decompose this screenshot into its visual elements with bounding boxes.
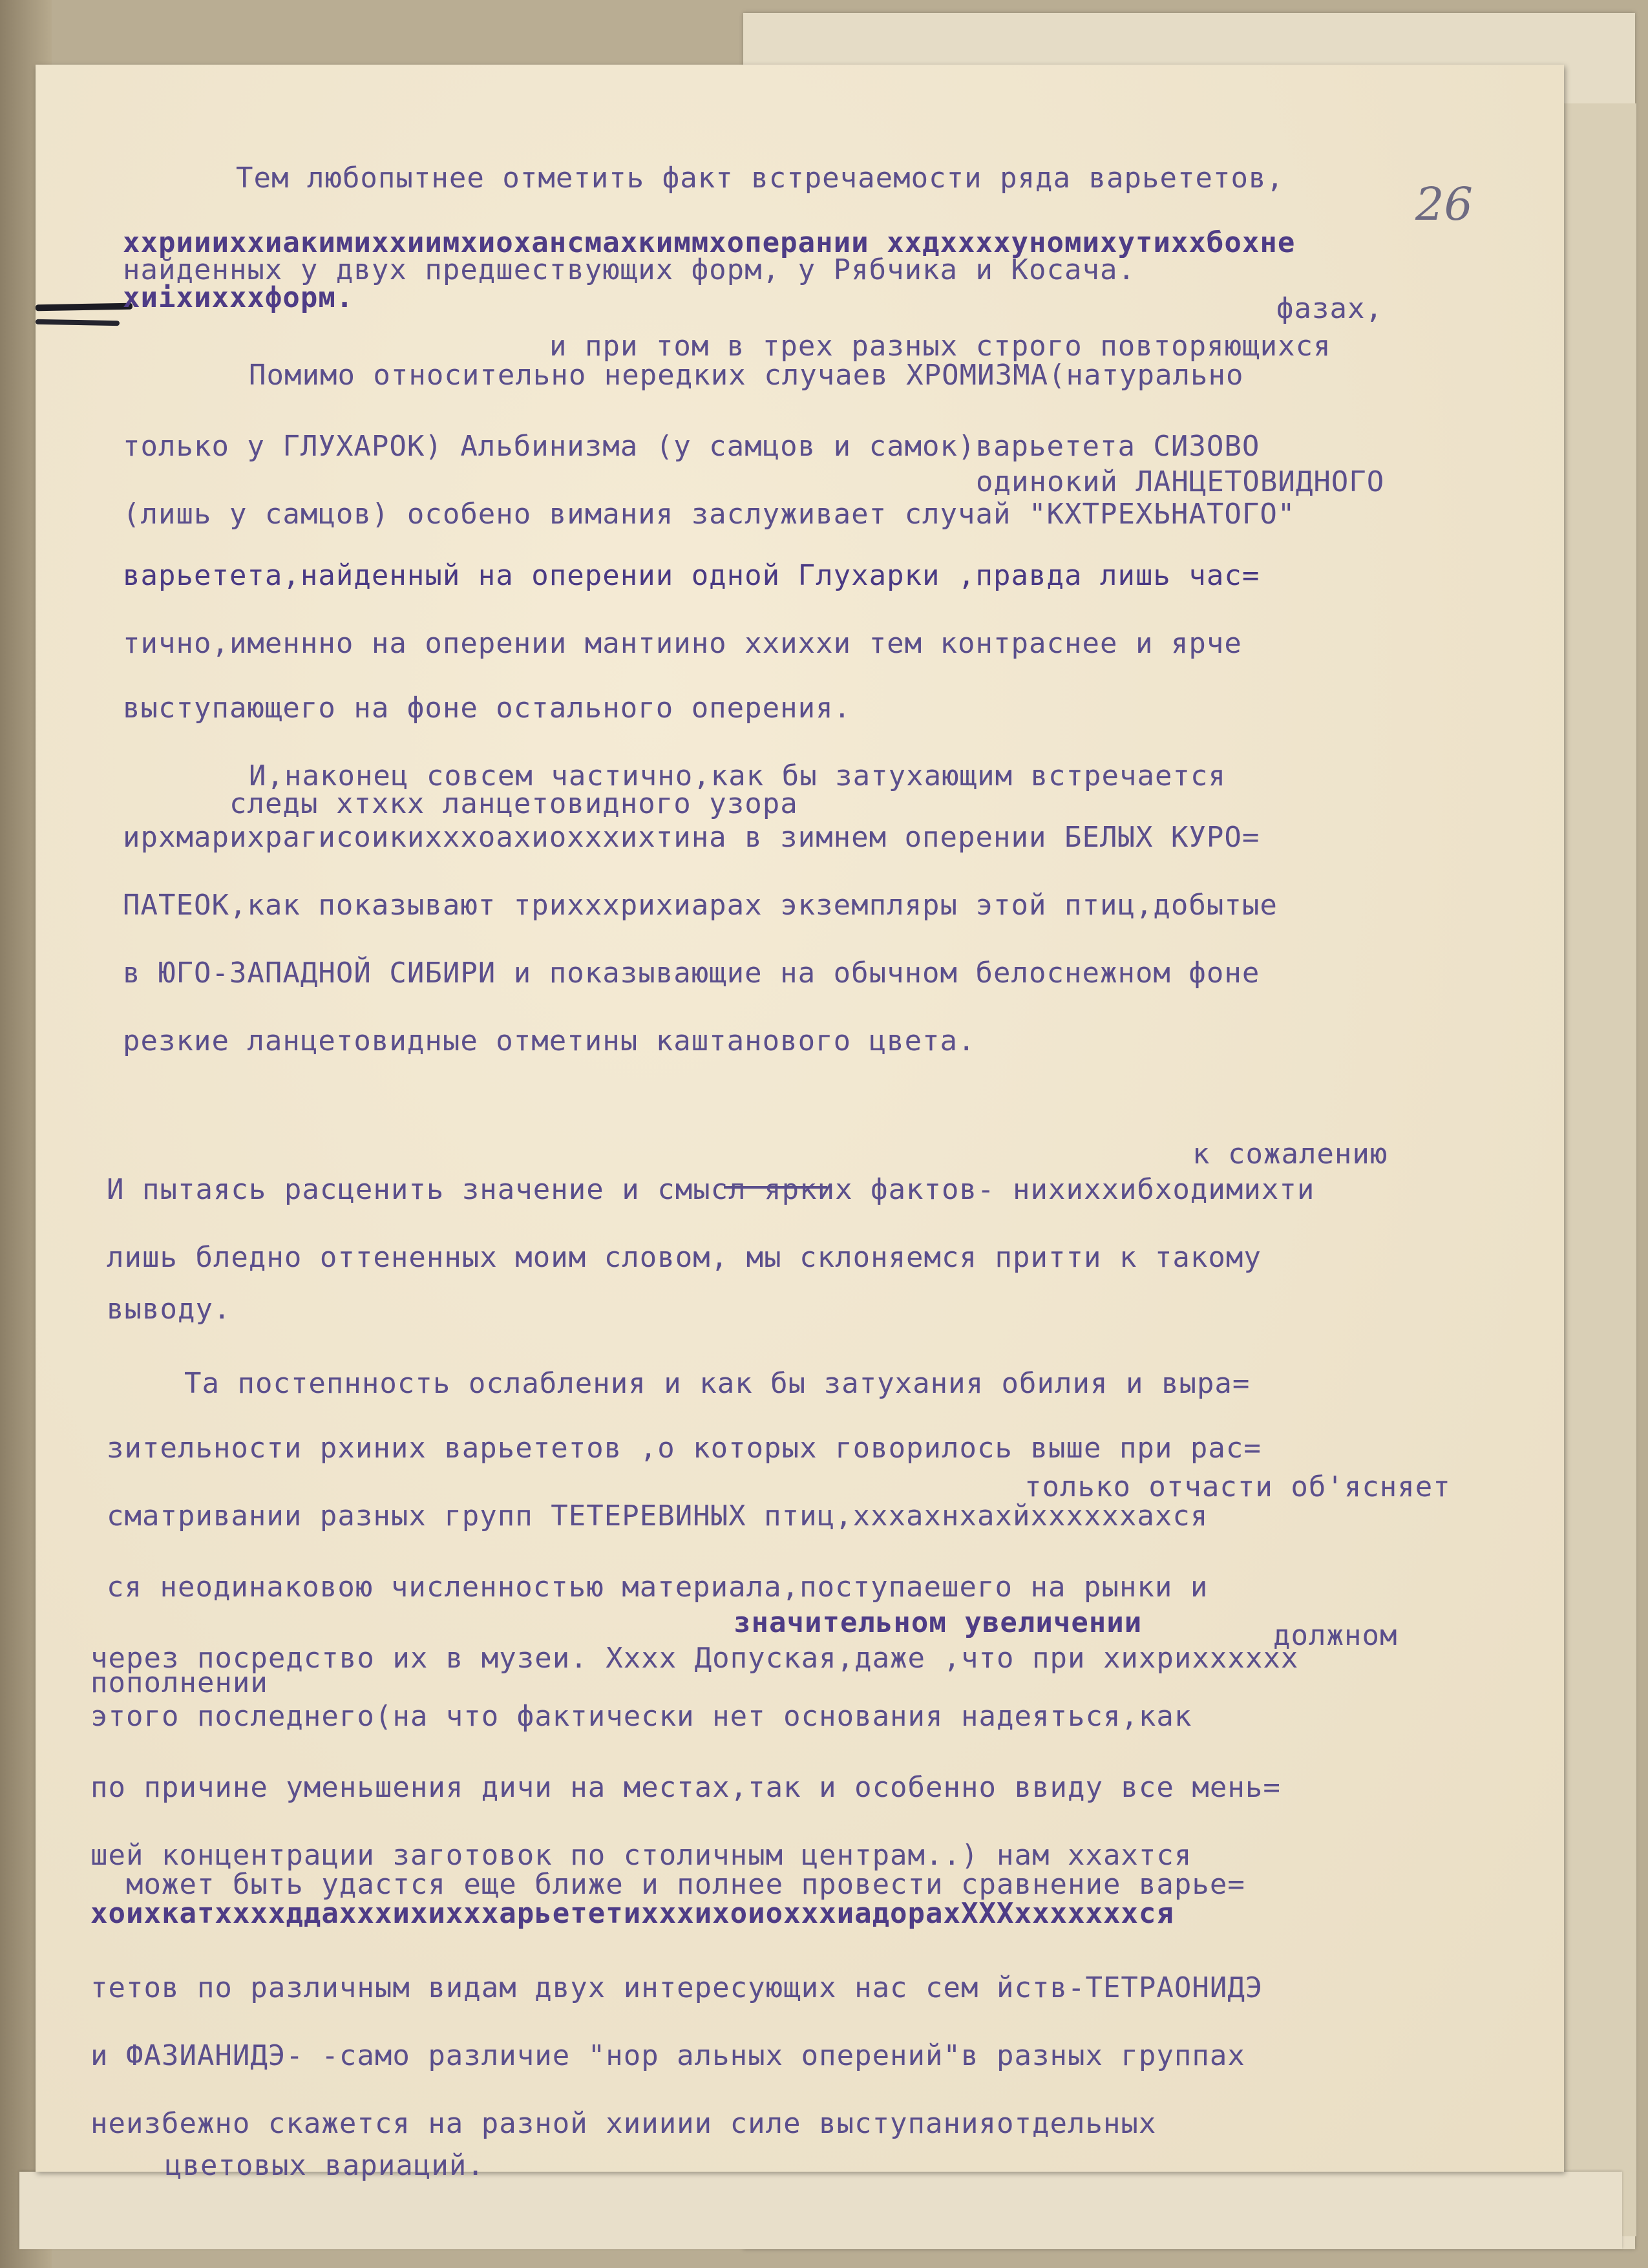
insertion-text: фазах, [1276, 292, 1383, 325]
text-line: И,наконец совсем частично,как бы затухающим встречается [249, 759, 1226, 792]
text-line: тетов по различным видам двух интересующих нас сем йств-ТЕТРАОНИДЭ [90, 1971, 1263, 2004]
struck-line: хxpиииxxиакимиxxиимxиохансмахкиммxоперании xxдxxxxуномихутиххбохне [123, 226, 1296, 259]
text-line: И пытаясь расценить значение и смысл ярких фактов- нихиххибходимихти [107, 1173, 1315, 1206]
text-line: варьетета,найденный на оперении одной Глухарки ,правда лишь час= [123, 559, 1260, 592]
text-line: по причине уменьшения дичи на местах,так и особенно ввиду все мень= [90, 1771, 1281, 1804]
text-line: этого последнего(на что фактически нет основания надеяться,как [90, 1700, 1192, 1733]
binding-thread [36, 303, 132, 312]
text-line: тично,именнно на оперении мантиино ххиххи тем контраснее и ярче [123, 627, 1242, 660]
insertion-text: и при том в трех разных строго повторяющихся [549, 330, 1331, 363]
text-line: через посредство их в музеи. Хххх Допуская,даже ,что при хихрихххххх [90, 1642, 1299, 1675]
struck-line: xиixиххxформ. [123, 281, 354, 314]
insertion-text: только отчасти об'ясняет [1024, 1470, 1451, 1503]
text-line: шей концентрации заготовок по столичным центрам..) нам ххахтся [90, 1839, 1192, 1872]
insertion-text: пополнении [90, 1666, 268, 1699]
text-line: (лишь у самцов) особено вимания заслуживает случай "КХТРЕХЬНАТОГО" [123, 498, 1296, 531]
text-line: Помимо относительно нередких случаев ХРОМИЗМА(натурально [249, 359, 1244, 392]
text-line: цветовых вариаций. [165, 2149, 485, 2182]
text-line: выступающего на фоне остального оперения. [123, 692, 852, 725]
binding-thread-2 [36, 319, 120, 326]
text-line: резкие ланцетовидные отметины каштанового цвета. [123, 1024, 976, 1057]
insertion-text: значительном увеличении [734, 1606, 1143, 1639]
text-line: Тем любопытнее отметить факт встречаемости ряда варьететов, [236, 162, 1284, 195]
text-line: в ЮГО-ЗАПАДНОЙ СИБИРИ и показывающие на обычном белоснежном фоне [123, 957, 1260, 990]
text-line: ирхмарихрагисоикихххоахиохххихтина в зимнем оперении БЕЛЫХ КУРО= [123, 821, 1260, 854]
typewritten-page [36, 65, 1564, 2182]
insertion-text: может быть удастся еще ближе и полнее провести сравнение варье= [126, 1868, 1245, 1901]
insertion-text: должном [1273, 1619, 1398, 1652]
text-line: сматривании разных групп ТЕТЕРЕВИНЫХ птиц,хххахнхахйххххххахся [107, 1500, 1209, 1532]
insertion-text: одинокий ЛАНЦЕТОВИДНОГО [976, 465, 1385, 498]
page-number: 26 [1415, 178, 1474, 231]
insertion-text: следы хтхкх ланцетовидного узора [229, 787, 798, 820]
text-line: и ФАЗИАНИДЭ- -само различие "нор альных оперений"в разных группах [90, 2039, 1245, 2072]
text-line: найденных у двух предшествующих форм, у Рябчика и Косача. [123, 253, 1136, 286]
struck-line: хоихкатххххддахххихихххарьететихххихоиохххиадорахХХХхххххххся [90, 1897, 1174, 1930]
text-line: лишь бледно оттененных моим словом, мы склоняемся притти к такому [107, 1241, 1262, 1274]
text-line: Та постепнность ослабления и как бы затухания обилия и выра= [184, 1367, 1251, 1400]
text-line: ся неодинаковою численностью материала,поступаешего на рынки и [107, 1571, 1209, 1604]
text-line: выводу. [107, 1293, 231, 1326]
insertion-text: к сожалению [1192, 1138, 1388, 1171]
text-line: зительности рхиних варьететов ,о которых говорилось выше при рас= [107, 1432, 1262, 1465]
text-line: неизбежно скажется на разной хиииии силе выступанияотдельных [90, 2107, 1157, 2140]
background-sheet-bottom [19, 2172, 1622, 2249]
text-line: только у ГЛУХАРОК) Альбинизма (у самцов и самок)варьетета СИЗОВО [123, 430, 1260, 463]
text-line: ПАТЕОК,как показывают трихххрихиарах экземпляры этой птиц,добытые [123, 889, 1278, 922]
